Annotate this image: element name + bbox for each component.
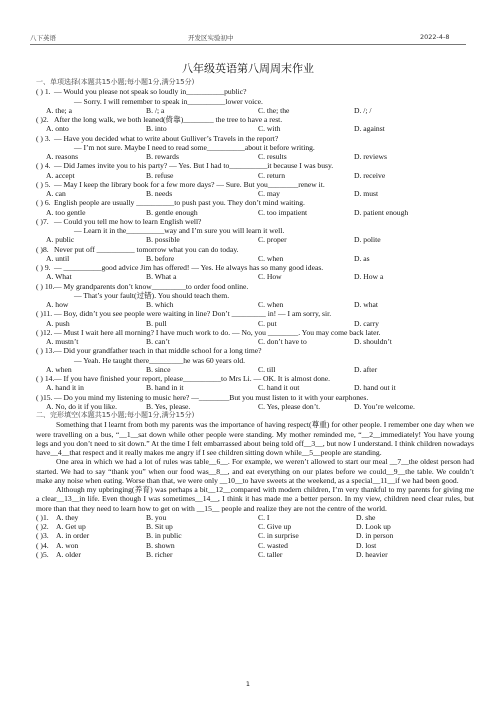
question-text: English people are usually __________to push past you. They don’t mind waiting.	[54, 198, 305, 208]
answer-option: A. push	[46, 318, 70, 328]
header-divider	[30, 44, 466, 45]
answer-options	[36, 208, 474, 217]
passage-paragraph: One area in which we had a lot of rules was table__6__. For example, we weren’t allowed to start our meal __7__the oldest person had started. We had to say “thank you” when our food was__8__, and eat everything on our plates before we could__9__the table. We couldn’t make any noise when eating. Worse than that, we were only __10__to have sweets at the weekend, as a special__11__if we had been good.	[36, 457, 474, 485]
cloze-question	[36, 531, 474, 540]
question-number: ( ) 9.	[36, 263, 51, 272]
question-text: — Could you tell me how to learn English well?	[54, 216, 202, 226]
question-list	[36, 87, 474, 411]
question-text: After the long walk, we both leaned(倚靠)________ the tree to have a rest.	[54, 115, 283, 124]
answer-option: C. when	[258, 253, 284, 263]
answer-option: D. against	[354, 124, 385, 134]
answer-option: B. needs	[146, 189, 173, 198]
answer-option: D. heavier	[356, 549, 388, 559]
header-date: 2022-4-8	[420, 33, 450, 41]
question-number: ( ) 1.	[36, 87, 51, 97]
answer-option: A. mustn’t	[46, 337, 79, 346]
header-school: 开发区实验初中	[188, 34, 234, 42]
cloze-passage	[36, 420, 474, 513]
answer-options	[36, 402, 474, 411]
answer-options	[36, 272, 474, 281]
answer-options	[36, 235, 474, 244]
question-line	[36, 97, 474, 106]
answer-option: D. How a	[354, 272, 384, 282]
answer-option: B. in public	[146, 531, 182, 541]
answer-option: B. Yes, please.	[146, 401, 191, 411]
answer-option: B. hand in it	[146, 383, 184, 393]
question-text: — Yeah. He taught there_________he was 60 years old.	[74, 355, 246, 365]
question-number: ( )2.	[36, 522, 49, 531]
answer-option: B. can’t	[146, 337, 170, 346]
answer-option: C. don’t have to	[258, 337, 307, 346]
answer-option: D. as	[354, 253, 370, 263]
answer-option: B. possible	[146, 235, 180, 245]
answer-option: D. You’re welcome.	[354, 401, 415, 411]
answer-option: A. onto	[46, 124, 69, 134]
question-number: ( ) 3.	[36, 133, 51, 143]
answer-option: A. how	[46, 300, 69, 309]
question-number: ( ) 14.	[36, 374, 55, 383]
answer-option: A. accept	[46, 170, 75, 180]
cloze-question	[36, 541, 474, 550]
answer-options	[36, 189, 474, 198]
answer-option: C. hand it out	[258, 383, 300, 393]
question-number: ( )5.	[36, 549, 49, 559]
question-line	[36, 115, 474, 124]
answer-option: D. after	[354, 364, 378, 374]
answer-options	[36, 254, 474, 263]
answer-option: B. pull	[146, 318, 167, 328]
question-number: ( ) 10.	[36, 281, 55, 291]
answer-option: D. hand out it	[354, 383, 396, 393]
question-line	[36, 134, 474, 143]
question-number: ( ) 6.	[36, 198, 51, 208]
answer-option: C. results	[258, 152, 287, 161]
answer-option: C. till	[258, 364, 276, 374]
answer-option: C. wasted	[258, 540, 288, 550]
cloze-question	[36, 550, 474, 559]
page-number: 1	[245, 680, 251, 688]
answer-option: A. they	[56, 512, 79, 522]
answer-option: D. polite	[354, 235, 381, 245]
answer-option: D. /; /	[354, 105, 372, 115]
answer-options	[36, 106, 474, 115]
answer-option: C. Yes, please don’t.	[258, 401, 321, 411]
question-text: Never put off __________ tomorrow what you can do today.	[54, 244, 239, 254]
answer-option: D. patient enough	[354, 207, 409, 217]
answer-option: A. public	[46, 235, 75, 245]
question-text: — Have you decided what to write about Gulliver’s Travels in the report?	[54, 133, 279, 143]
question-number: ( ) 5.	[36, 179, 51, 189]
answer-option: C. How	[258, 272, 282, 282]
answer-option: D. reviews	[354, 152, 387, 161]
question-line	[36, 328, 474, 337]
answer-option: C. put	[258, 318, 277, 328]
question-text: — If you have finished your report, please__________to Mrs Li. — OK. It is almost done.	[54, 374, 331, 383]
question-number: ( )1.	[36, 512, 49, 522]
answer-option: B. rewards	[146, 152, 179, 161]
question-line	[36, 180, 474, 189]
answer-option: A. What	[46, 272, 72, 282]
question-text: — Learn it in the__________way and I’m sure you will learn it well.	[74, 226, 285, 235]
answer-option: D. shouldn’t	[354, 337, 392, 346]
question-text: — Do you mind my listening to music here? —________But you must listen to it with your earphones.	[54, 392, 369, 402]
answer-option: D. Look up	[356, 522, 391, 531]
passage-paragraph: Something that I learnt from both my parents was the importance of having respect(尊重) for other people. I remember one day when we were travelling on a bus, “__1__sat down while other people were standing. My mother reminded me, “__2__immediately! You have young legs and you don’t need to sit down.” At the time I felt embarrassed about being told off__3__, but now I understand. I think children nowadays have__4__that respect and it really makes me angry if I see children sitting down while__5__people are standing.	[36, 420, 474, 457]
answer-option: A. can	[46, 189, 66, 198]
answer-option: A. the; a	[46, 105, 72, 115]
cloze-option-list	[36, 513, 474, 559]
question-line	[36, 226, 474, 235]
question-line	[36, 393, 474, 402]
answer-option: D. in person	[356, 531, 394, 541]
cloze-question	[36, 513, 474, 522]
question-number: ( )2.	[36, 115, 49, 124]
question-line	[36, 87, 474, 96]
question-text: — Sorry. I will remember to speak in__________lower voice.	[74, 96, 263, 106]
question-line	[36, 198, 474, 207]
answer-option: B. gentle enough	[146, 207, 198, 217]
question-line	[36, 245, 474, 254]
answer-option: B. shown	[146, 540, 175, 550]
question-text: — Did your grandfather teach in that middle school for a long time?	[54, 346, 262, 356]
answer-options	[36, 171, 474, 180]
section-heading-multiple-choice: 一、单项选择(本题共15小题;每小题1分,满分15分)	[36, 78, 195, 86]
answer-options	[36, 383, 474, 392]
answer-options	[36, 152, 474, 161]
answer-option: A. won	[56, 540, 79, 550]
answer-options	[36, 365, 474, 374]
answer-option: A. reasons	[46, 152, 79, 161]
answer-option: A. hand it in	[46, 383, 84, 393]
answer-option: D. carry	[354, 318, 379, 328]
answer-option: C. in surprise	[258, 531, 299, 541]
question-number: ( )7.	[36, 216, 49, 226]
answer-option: A. Get up	[56, 522, 86, 531]
question-text: — Did James invite you to his party? — Yes. But I had to__________it because I was busy.	[54, 161, 334, 171]
question-text: — May I keep the library book for a few more days? — Sure. But you________renew it.	[54, 179, 325, 189]
page-title: 八年级英语第八周周末作业	[182, 62, 314, 75]
question-number: ( )3.	[36, 531, 49, 541]
answer-option: A. until	[46, 253, 70, 263]
answer-option: B. Sit up	[146, 522, 173, 531]
answer-option: C. when	[258, 300, 284, 309]
answer-options	[36, 300, 474, 309]
answer-option: C. I	[258, 512, 270, 522]
answer-option: C. may	[258, 189, 280, 198]
answer-option: B. richer	[146, 549, 173, 559]
cloze-question	[36, 522, 474, 531]
answer-option: D. lost	[356, 540, 377, 550]
question-line	[36, 291, 474, 300]
answer-option: B. you	[146, 512, 167, 522]
question-line	[36, 217, 474, 226]
answer-option: B. into	[146, 124, 167, 134]
question-number: ( ) 4.	[36, 161, 51, 171]
question-text: — That’s your fault(过错). You should teach them.	[74, 290, 230, 300]
answer-option: B. before	[146, 253, 175, 263]
question-text: — I’m not sure. Maybe I need to read some__________about it before writing.	[74, 142, 315, 152]
answer-option: C. Give up	[258, 522, 292, 531]
question-text: — My grandparents don’t know_________to order food online.	[54, 281, 249, 291]
answer-option: D. must	[354, 189, 379, 198]
question-number: ( )11.	[36, 309, 53, 319]
question-number: ( )8.	[36, 244, 49, 254]
question-line	[36, 282, 474, 291]
answer-option: C. return	[258, 170, 285, 180]
question-line	[36, 161, 474, 170]
question-text: — Would you please not speak so loudly in__________public?	[54, 87, 247, 97]
answer-option: A. older	[56, 549, 81, 559]
answer-option: B. refuse	[146, 170, 174, 180]
question-line	[36, 374, 474, 383]
question-text: — __________good advice Jim has offered! — Yes. He always has so many good ideas.	[54, 263, 324, 272]
question-line	[36, 263, 474, 272]
header-subject: 八下英语	[30, 34, 56, 42]
answer-option: C. the; the	[258, 105, 290, 115]
question-line	[36, 356, 474, 365]
worksheet-content	[36, 78, 474, 559]
answer-options	[36, 337, 474, 346]
passage-paragraph: Although my upbringing(养育) was perhaps a bit__12__compared with modern children, I’m very thankful to my parents for giving me a clear__13__in life. Even though I was sometimes__14__, I think it has made me a better person. In my view, children need clear rules, but more than that they need to learn how to get on with __15__ people and realize they are not the centre of the world.	[36, 485, 474, 513]
answer-option: C. with	[258, 124, 281, 134]
question-line	[36, 309, 474, 318]
answer-option: D. what	[354, 300, 379, 309]
answer-option: A. when	[46, 364, 72, 374]
question-number: ( )4.	[36, 540, 49, 550]
answer-option: A. too gentle	[46, 207, 86, 217]
question-number: ( ) 13.	[36, 346, 55, 356]
section-heading-cloze: 二、完形填空(本题共15小题;每小题1分,满分15分)	[36, 411, 195, 419]
answer-options	[36, 319, 474, 328]
answer-option: A. No, do it if you like.	[46, 401, 118, 411]
answer-option: D. she	[356, 512, 376, 522]
question-line	[36, 346, 474, 355]
question-line	[36, 143, 474, 152]
answer-option: B. What a	[146, 272, 177, 282]
answer-option: C. taller	[258, 549, 283, 559]
question-text: — Must I wait here all morning? I have much work to do. — No, you ________. You may come back later.	[54, 327, 381, 337]
answer-option: C. proper	[258, 235, 287, 245]
answer-option: B. since	[146, 364, 171, 374]
question-number: ( )15.	[36, 392, 53, 402]
answer-option: C. too impatient	[258, 207, 308, 217]
answer-options	[36, 124, 474, 133]
answer-option: B. /; a	[146, 105, 165, 115]
answer-option: A. in order	[56, 531, 90, 541]
question-text: — Boy, didn’t you see people were waiting in line? Don’t _________ in! — I am sorry, sir.	[54, 309, 332, 319]
answer-option: D. receive	[354, 170, 386, 180]
answer-option: B. which	[146, 300, 174, 309]
question-number: ( )12.	[36, 327, 53, 337]
